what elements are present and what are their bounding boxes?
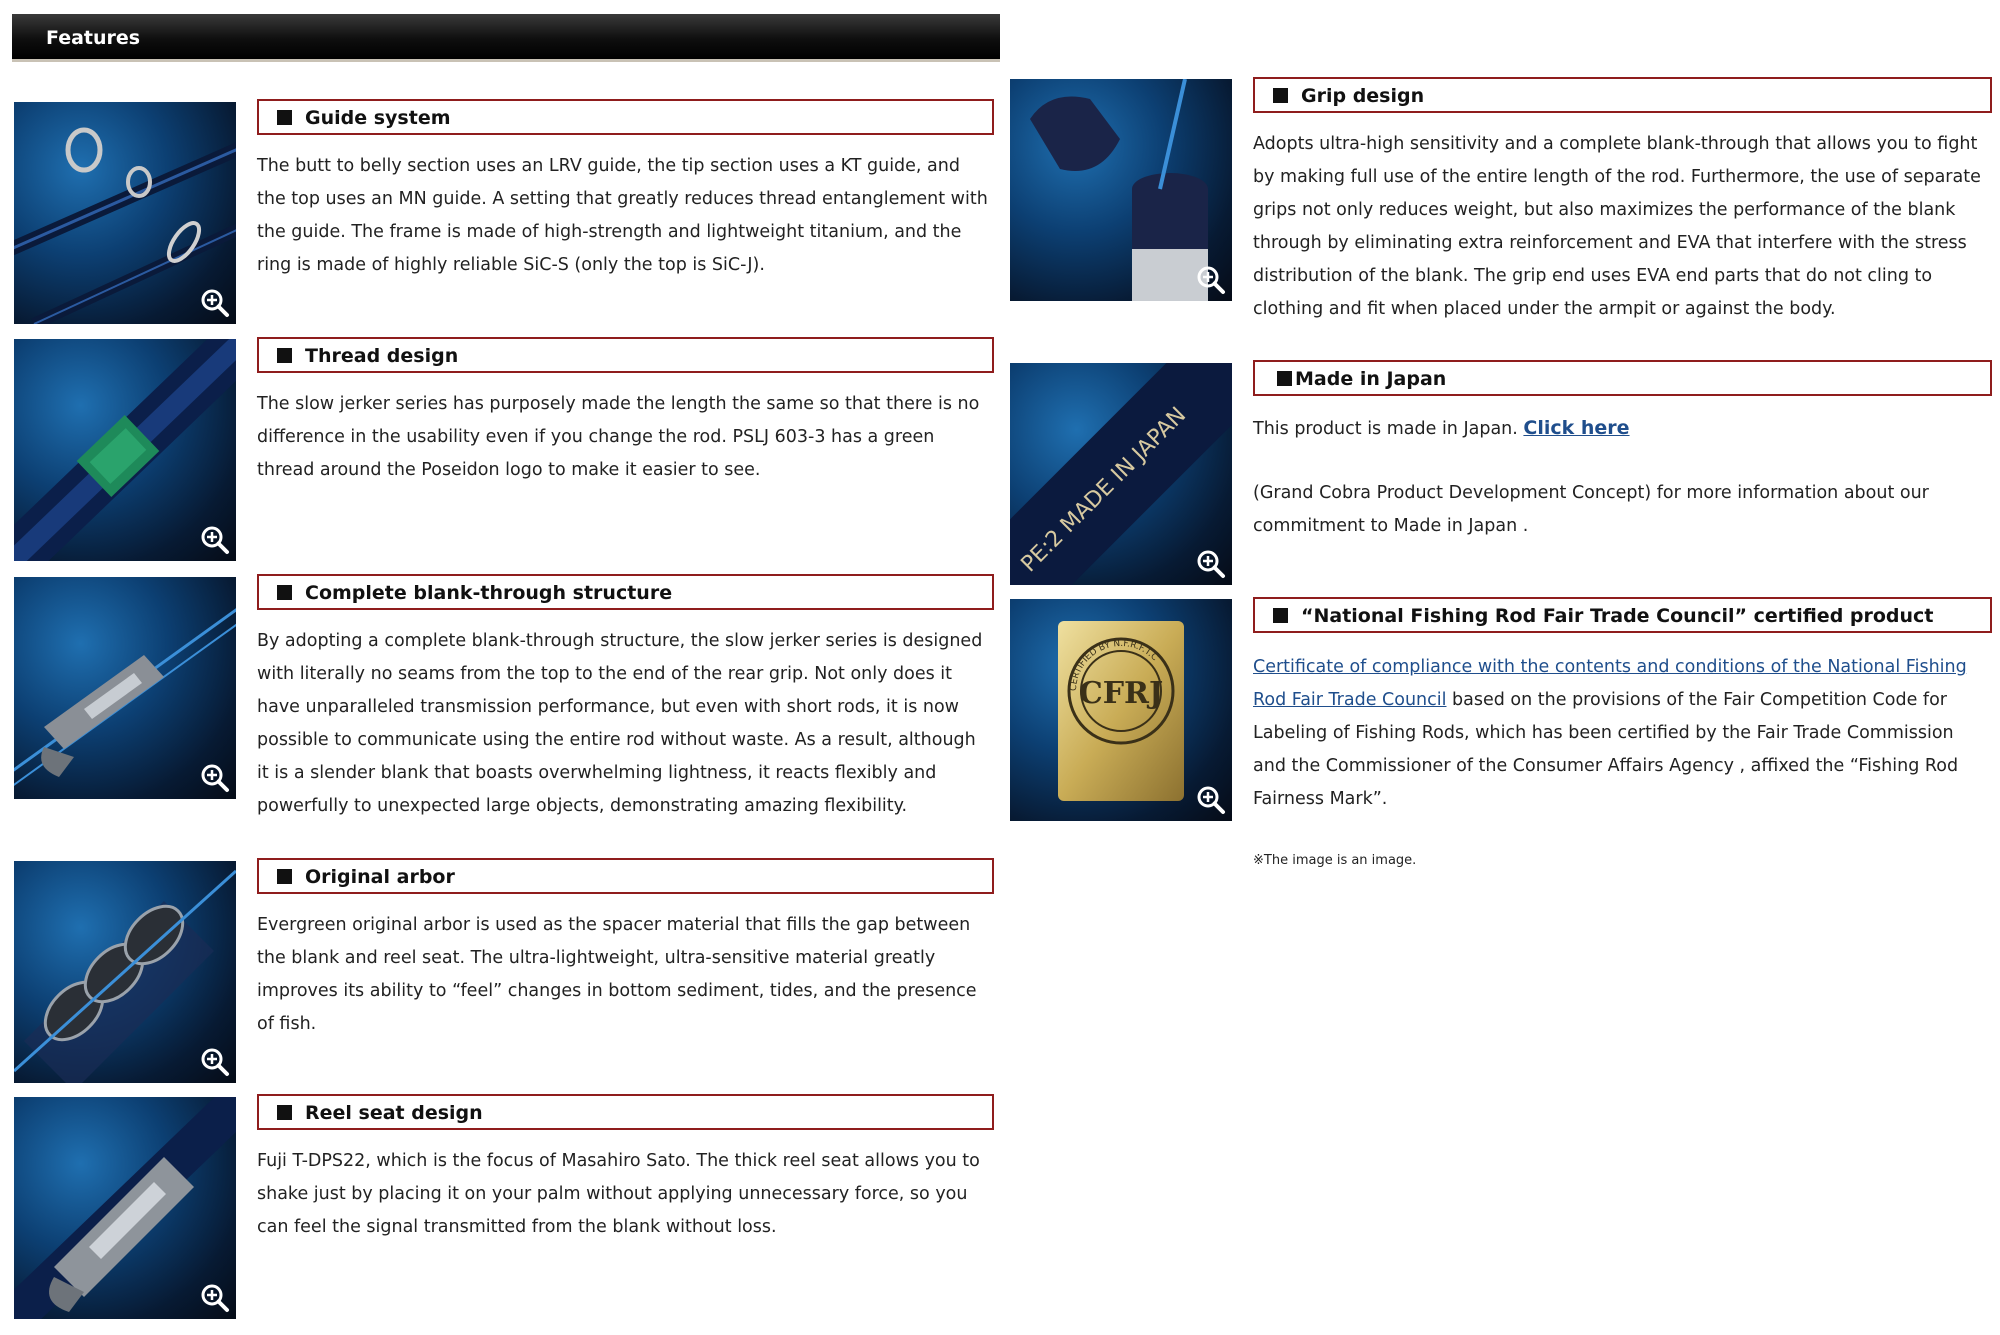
certificate-link[interactable]: Certificate of compliance with the contents and conditions of the National Fishing Rod Fair Trade Council <box>1253 657 1967 710</box>
grip-design-image[interactable] <box>1010 79 1232 301</box>
section-title-blank-through: Complete blank-through structure <box>257 574 994 610</box>
made-in-japan-label: PE:2 MADE IN JAPAN <box>1016 402 1192 578</box>
square-bullet-icon <box>277 110 292 125</box>
badge-ring-text: CERTIFIED BY N.F.R.F.T.C <box>1068 638 1160 692</box>
square-bullet-icon <box>277 348 292 363</box>
square-bullet-icon <box>1277 371 1292 386</box>
badge-cfrj-text: CFRJ <box>1078 676 1164 711</box>
made-in-japan-image[interactable] <box>1010 363 1232 585</box>
section-title-original-arbor: Original arbor <box>257 858 994 894</box>
zoom-in-icon[interactable] <box>200 1047 230 1077</box>
section-title-grip-design: Grip design <box>1253 77 1992 113</box>
guide-system-text: The butt to belly section uses an LRV guide, the tip section uses a KT guide, and the top uses an MN guide. A setting that greatly reduces thread entanglement with the guide. The frame is made of high-strength and lightweight titanium, and the ring is made of highly reliable SiC-S (only the top is SiC-J). <box>257 156 988 275</box>
square-bullet-icon <box>277 869 292 884</box>
zoom-in-icon[interactable] <box>200 288 230 318</box>
zoom-in-icon[interactable] <box>1196 549 1226 579</box>
zoom-in-icon[interactable] <box>200 1283 230 1313</box>
certified-product-text: Certificate of compliance with the contents and conditions of the National Fishing Rod Fair Trade Council based on the provisions of the Fair Competition Code for Labeling of Fishing Rods, which has been certified by the Fair Trade Commission and the Commissioner of the Consumer Affairs Agency , affixed the “Fishing Rod Fairness Mark”. <box>1253 657 1967 809</box>
reel-seat-image[interactable] <box>14 1097 236 1319</box>
section-title-guide-system: Guide system <box>257 99 994 135</box>
features-title: Features <box>46 27 141 49</box>
original-arbor-text: Evergreen original arbor is used as the spacer material that fills the gap between the blank and reel seat. The ultra-lightweight, ultra-sensitive material greatly improves its ability to “feel” changes in bottom sediment, tides, and the presence of fish. <box>257 915 977 1034</box>
square-bullet-icon <box>1273 608 1288 623</box>
section-title-made-in-japan: Made in Japan <box>1253 360 1992 396</box>
zoom-in-icon[interactable] <box>200 525 230 555</box>
section-title-reel-seat: Reel seat design <box>257 1094 994 1130</box>
made-in-japan-intro: This product is made in Japan. Click here <box>1253 417 1630 439</box>
reel-seat-text: Fuji T-DPS22, which is the focus of Masahiro Sato. The thick reel seat allows you to shake just by placing it on your palm without applying unnecessary force, so you can feel the signal transmitted from the blank without loss. <box>257 1151 980 1237</box>
image-note: ※The image is an image. <box>1253 853 1417 868</box>
square-bullet-icon <box>277 585 292 600</box>
original-arbor-image[interactable] <box>14 861 236 1083</box>
zoom-in-icon[interactable] <box>1196 785 1226 815</box>
zoom-in-icon[interactable] <box>1196 265 1226 295</box>
section-title-certified-product: “National Fishing Rod Fair Trade Council” certified product <box>1253 597 1992 633</box>
thread-design-text: The slow jerker series has purposely made the length the same so that there is no difference in the usability even if you change the rod. PSLJ 603-3 has a green thread around the Poseidon logo to make it easier to see. <box>257 394 980 480</box>
zoom-in-icon[interactable] <box>200 763 230 793</box>
section-title-thread-design: Thread design <box>257 337 994 373</box>
grip-design-text: Adopts ultra-high sensitivity and a complete blank-through that allows you to fight by making full use of the entire length of the rod. Furthermore, the use of separate grips not only reduces weight, but also maximizes the performance of the blank through by eliminating extra reinforcement and EVA that interfere with the stress distribution of the blank. The grip end uses EVA end parts that do not cling to clothing and fit when placed under the armpit or against the body. <box>1253 134 1981 319</box>
blank-through-image[interactable] <box>14 577 236 799</box>
blank-through-text: By adopting a complete blank-through structure, the slow jerker series is designed with literally no seams from the top to the end of the rear grip. Not only does it have unparalleled transmission performance, but even with short rods, it is now possible to communicate using the entire rod without waste. As a result, although it is a slender blank that boasts overwhelming lightness, it reacts flexibly and powerfully to unexpected large objects, demonstrating amazing flexibility. <box>257 631 983 816</box>
certified-badge-image[interactable] <box>1010 599 1232 821</box>
made-in-japan-text: (Grand Cobra Product Development Concept) for more information about our commitment to Made in Japan . <box>1253 483 1929 536</box>
guide-system-image[interactable] <box>14 102 236 324</box>
features-header <box>12 14 1000 62</box>
square-bullet-icon <box>277 1105 292 1120</box>
click-here-link[interactable]: Click here <box>1523 417 1630 439</box>
thread-design-image[interactable] <box>14 339 236 561</box>
square-bullet-icon <box>1273 88 1288 103</box>
